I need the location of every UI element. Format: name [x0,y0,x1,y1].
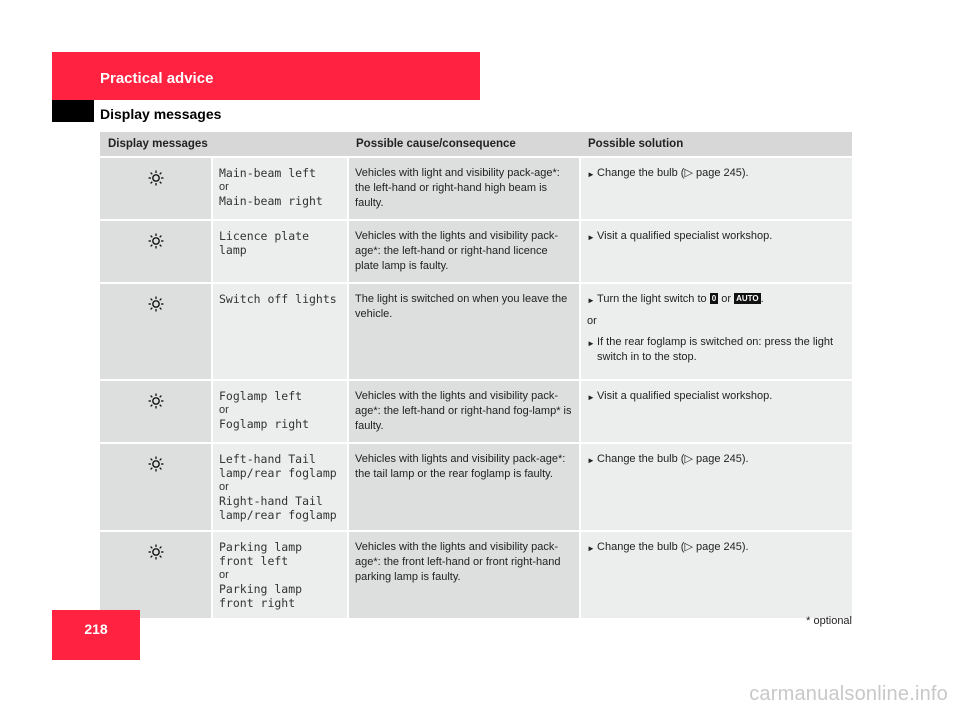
step-text: Change the bulb (▷ page 245). [597,453,749,465]
step-text-prefix: Turn the light switch to [597,293,707,305]
step-arrow-icon: ► [587,170,595,179]
step-text: Visit a qualified specialist workshop. [597,390,773,402]
solution-cell [580,380,852,443]
message-text: Main-beam left [219,166,316,180]
icon-cell [100,443,212,531]
display-messages-table [100,132,852,620]
icon-cell [100,157,212,220]
message-text: Parking lamp front right [219,582,303,610]
light-switch-off-icon: 0 [711,294,717,303]
solution-cell [580,531,852,619]
message-cell [212,531,348,619]
step-text: Change the bulb (▷ page 245). [597,167,749,179]
table-row [100,283,852,380]
solution-cell [580,157,852,220]
cause-cell: Vehicles with the lights and visibility pack-age*: the front left-hand or front right-hand parking lamp is faulty. [348,531,580,619]
light-bulb-icon [148,551,164,563]
light-bulb-icon [148,400,164,412]
or-text: or [219,569,229,581]
message-text: Foglamp right [219,417,310,431]
or-text: or [219,481,229,493]
icon-cell [100,380,212,443]
message-text: Right-hand Tail lamp/rear foglamp [219,494,337,522]
step-text [597,292,846,307]
light-bulb-icon [148,240,164,252]
step-arrow-icon: ► [587,456,595,465]
step-text: Change the bulb (▷ page 245). [597,541,749,553]
solution-cell [580,220,852,283]
step-arrow-icon: ► [587,393,595,402]
cause-cell: The light is switched on when you leave the vehicle. [348,283,580,380]
solution-cell [580,283,852,380]
section-tab-marker [52,100,94,122]
watermark: carmanualsonline.info [749,683,948,705]
column-header-display-messages: Display messages [100,132,348,157]
light-bulb-icon [148,177,164,189]
step-arrow-icon: ► [587,339,595,348]
step-text-suffix: . [760,293,764,305]
message-text: Licence plate lamp [219,229,310,257]
message-text: Parking lamp front left [219,540,303,568]
column-header-cause: Possible cause/consequence [348,132,580,157]
page-title: Display messages [100,106,222,122]
solution-step [587,166,846,182]
light-switch-auto-icon: AUTO [736,294,759,303]
message-cell [212,157,348,220]
solution-step [587,389,846,405]
footnote: * optional [806,615,852,627]
table-row [100,157,852,220]
section-title: Practical advice [100,70,214,87]
or-text: or [587,315,597,327]
table-row [100,443,852,531]
solution-step [587,229,846,245]
message-cell [212,380,348,443]
table-row [100,220,852,283]
page-number: 218 [84,621,108,637]
icon-cell [100,283,212,380]
column-header-solution: Possible solution [580,132,852,157]
message-cell [212,220,348,283]
step-text: Visit a qualified specialist workshop. [597,230,773,242]
message-cell [212,443,348,531]
step-arrow-icon: ► [587,544,595,553]
step-text: If the rear foglamp is switched on: press the light switch in to the stop. [597,336,834,363]
cause-cell: Vehicles with the lights and visibility pack-age*: the left-hand or right-hand fog-lamp* is faulty. [348,380,580,443]
or-text: or [219,181,229,193]
message-text: Left-hand Tail lamp/rear foglamp [219,452,337,480]
cause-cell: Vehicles with lights and visibility pack-age*: the tail lamp or the rear foglamp is faulty. [348,443,580,531]
step-arrow-icon: ► [587,233,595,242]
solution-step [587,540,846,556]
solution-step [587,335,846,365]
solution-step [587,292,846,308]
table-row [100,380,852,443]
message-cell [212,283,348,380]
cause-cell: Vehicles with light and visibility pack-age*: the left-hand or right-hand high beam is faulty. [348,157,580,220]
light-bulb-icon [148,303,164,315]
message-text: Main-beam right [219,194,323,208]
or-text: or [219,404,229,416]
table-header-row [100,132,852,157]
table-row [100,531,852,619]
icon-cell [100,220,212,283]
message-text: Switch off lights [219,292,337,306]
page-number-block [52,610,140,660]
cause-cell: Vehicles with the lights and visibility pack-age*: the left-hand or right-hand licence plate lamp is faulty. [348,220,580,283]
message-text: Foglamp left [219,389,303,403]
solution-cell [580,443,852,531]
icon-cell [100,531,212,619]
solution-step [587,452,846,468]
step-arrow-icon: ► [587,296,595,305]
light-bulb-icon [148,463,164,475]
or-text: or [721,293,732,305]
